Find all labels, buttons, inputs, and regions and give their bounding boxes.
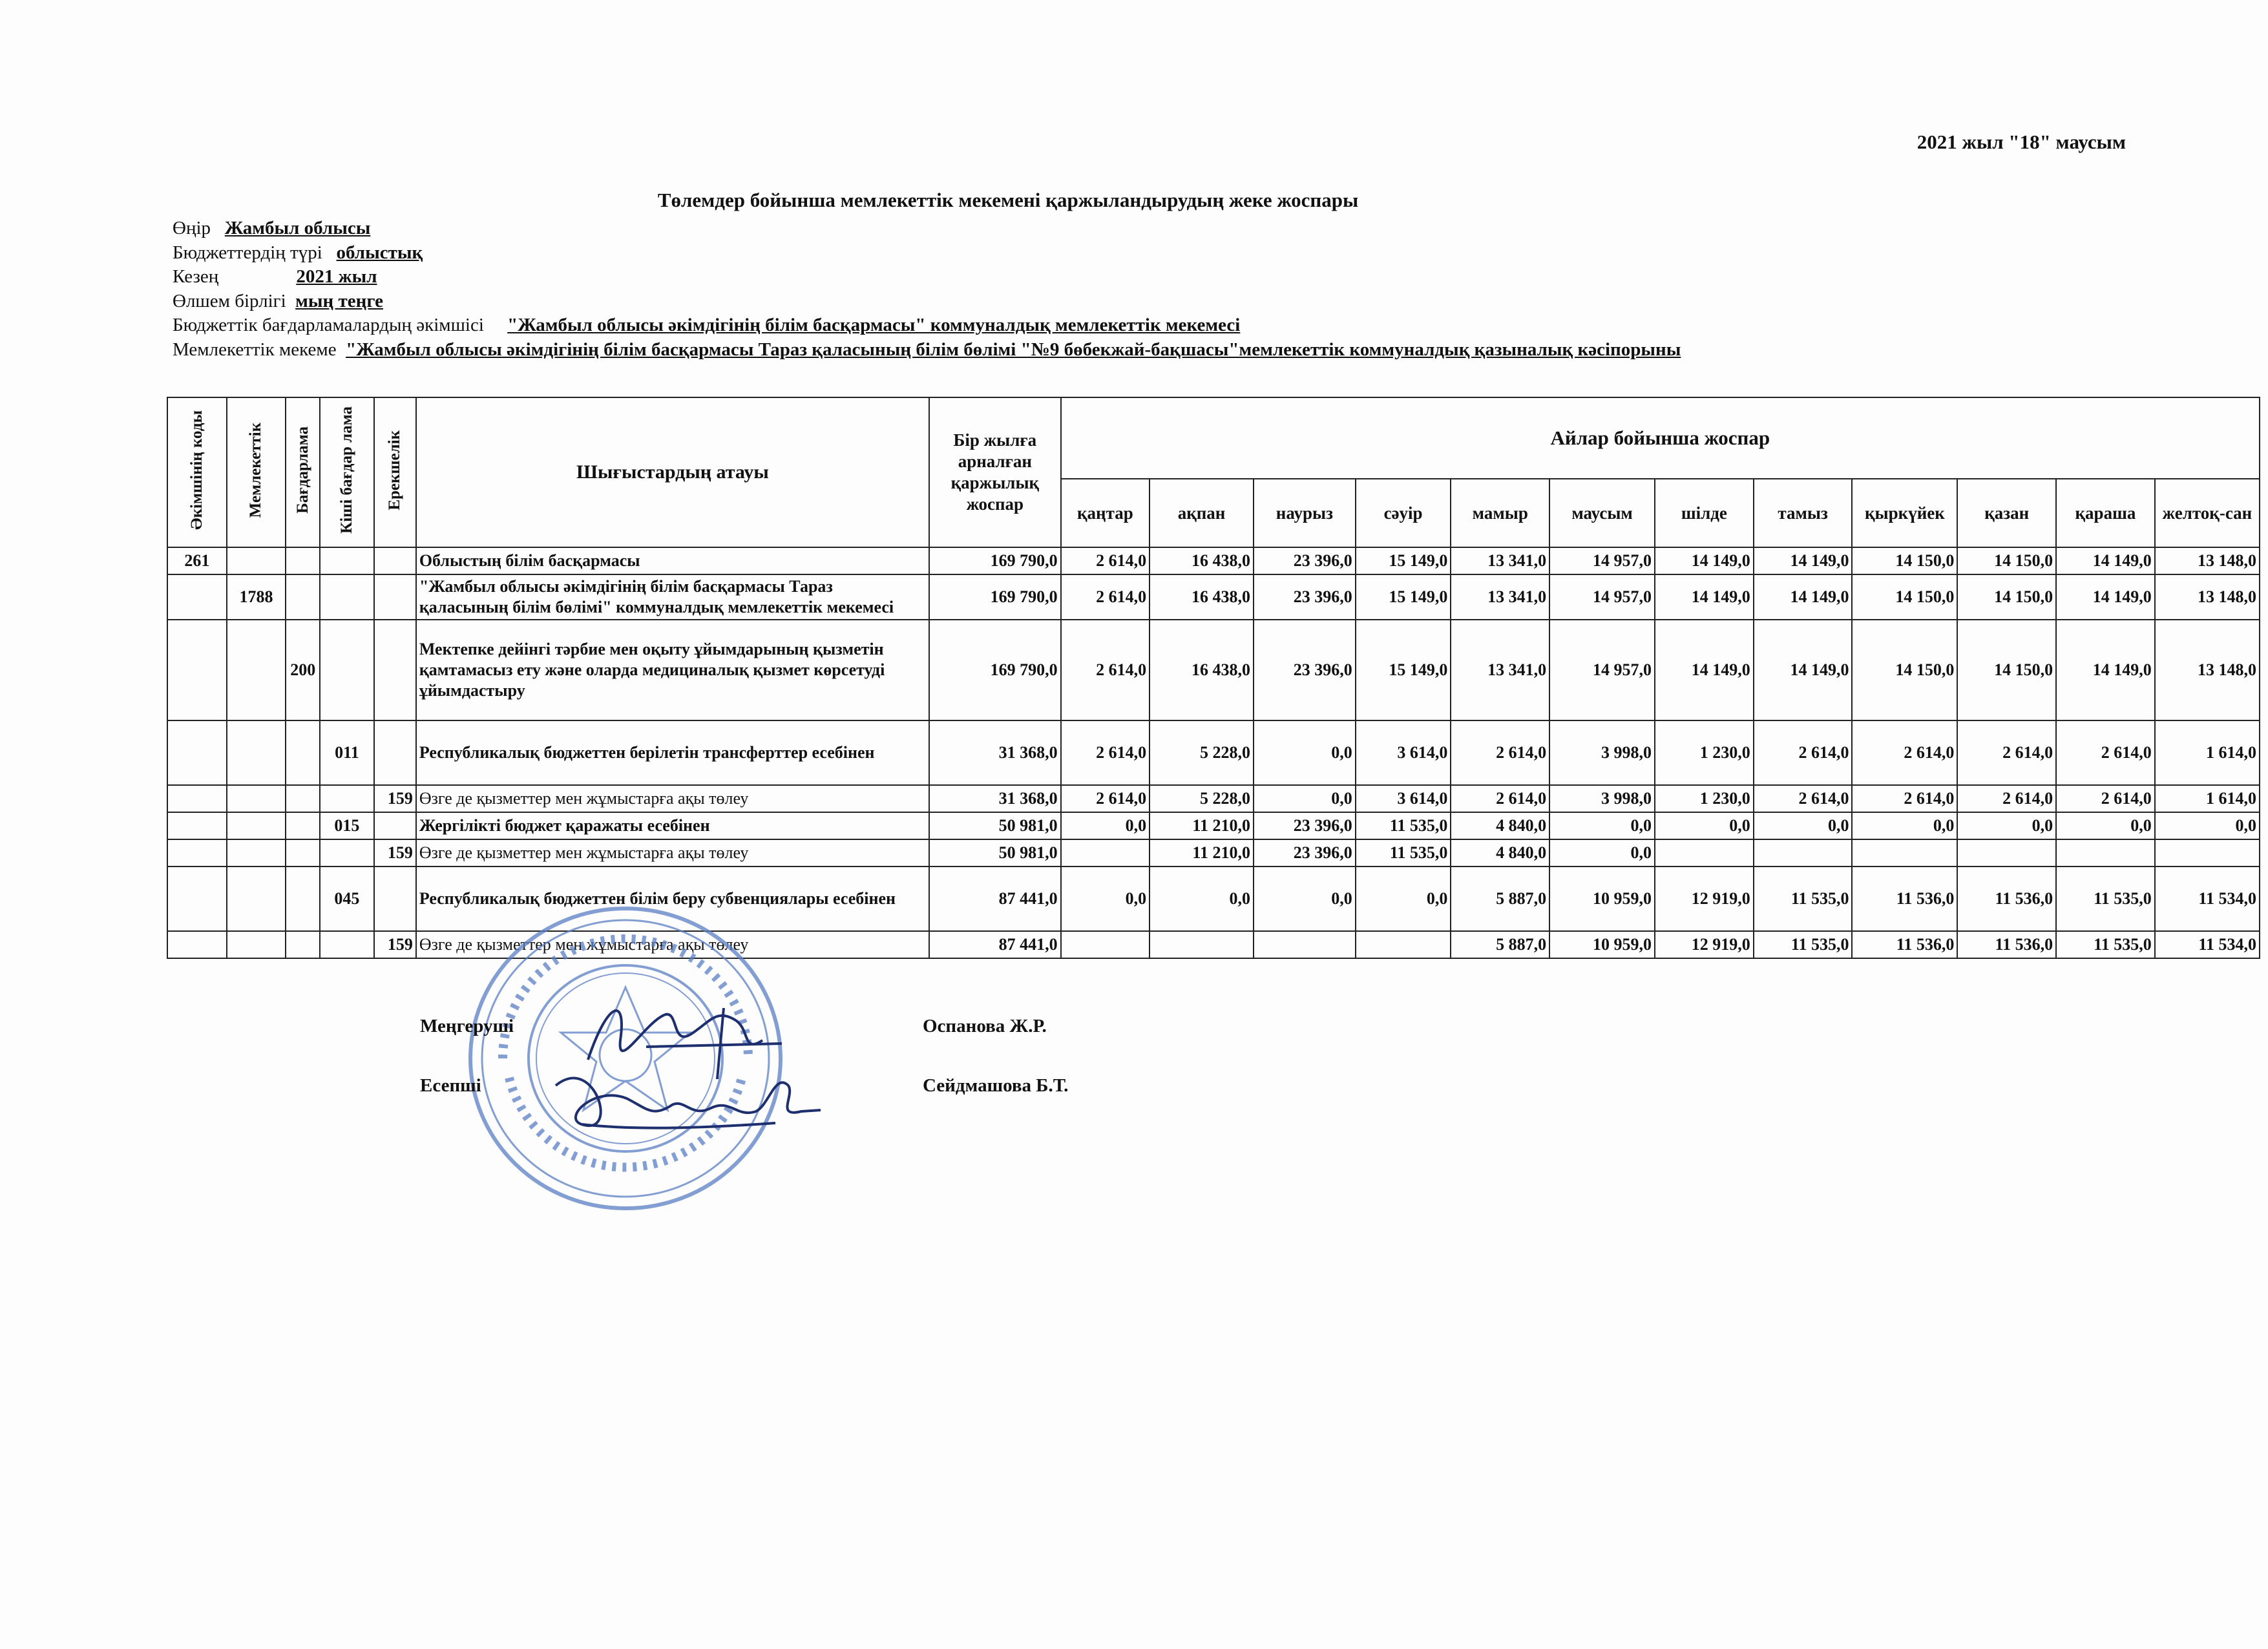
month-value-cell: 0,0 bbox=[1061, 812, 1150, 839]
month-value-cell: 13 148,0 bbox=[2155, 574, 2260, 620]
month-value-cell: 2 614,0 bbox=[1754, 720, 1853, 785]
meta-label: Өңір bbox=[173, 218, 211, 238]
header-month: қыркүйек bbox=[1852, 479, 1957, 547]
month-value-cell: 15 149,0 bbox=[1356, 547, 1451, 574]
program-cell bbox=[286, 720, 320, 785]
subprogram-cell bbox=[320, 547, 373, 574]
month-value-cell: 1 230,0 bbox=[1655, 720, 1754, 785]
month-value-cell: 12 919,0 bbox=[1655, 931, 1754, 958]
month-value-cell: 14 150,0 bbox=[1852, 620, 1957, 720]
expense-name-cell: Облыстың білім басқармасы bbox=[416, 547, 929, 574]
specific-cell bbox=[374, 547, 416, 574]
month-value-cell: 2 614,0 bbox=[1852, 720, 1957, 785]
head-name: Оспанова Ж.Р. bbox=[923, 1016, 1047, 1036]
program-cell: 200 bbox=[286, 620, 320, 720]
institution-cell bbox=[227, 839, 286, 867]
month-value-cell: 1 230,0 bbox=[1655, 785, 1754, 812]
month-value-cell: 11 536,0 bbox=[1957, 931, 2056, 958]
month-value-cell: 13 148,0 bbox=[2155, 547, 2260, 574]
month-value-cell: 0,0 bbox=[2056, 812, 2155, 839]
expense-name-cell: Республикалық бюджеттен білім беру субвенциялары есебінен bbox=[416, 867, 929, 931]
month-value-cell: 12 919,0 bbox=[1655, 867, 1754, 931]
month-value-cell bbox=[1957, 839, 2056, 867]
program-cell bbox=[286, 812, 320, 839]
subprogram-cell bbox=[320, 574, 373, 620]
month-value-cell: 5 228,0 bbox=[1150, 785, 1254, 812]
month-value-cell: 14 150,0 bbox=[1852, 547, 1957, 574]
header-month: шілде bbox=[1655, 479, 1754, 547]
program-cell bbox=[286, 547, 320, 574]
month-value-cell: 13 341,0 bbox=[1451, 547, 1549, 574]
month-value-cell bbox=[1061, 931, 1150, 958]
institution-cell: 1788 bbox=[227, 574, 286, 620]
month-value-cell: 4 840,0 bbox=[1451, 839, 1549, 867]
specific-cell bbox=[374, 812, 416, 839]
admin-code-cell bbox=[167, 931, 227, 958]
subprogram-cell: 045 bbox=[320, 867, 373, 931]
institution-cell bbox=[227, 867, 286, 931]
meta-institution bbox=[173, 338, 2111, 362]
header-month: желтоқ-сан bbox=[2155, 479, 2260, 547]
accountant-name: Сейдмашова Б.Т. bbox=[923, 1075, 1069, 1096]
expense-name-cell: "Жамбыл облысы әкімдігінің білім басқармасы Тараз қаласының білім бөлімі" коммуналдық мемлекеттік мекемесі bbox=[416, 574, 929, 620]
header-month: сәуір bbox=[1356, 479, 1451, 547]
month-value-cell: 0,0 bbox=[1852, 812, 1957, 839]
subprogram-cell: 011 bbox=[320, 720, 373, 785]
specific-cell bbox=[374, 867, 416, 931]
month-value-cell: 3 614,0 bbox=[1356, 720, 1451, 785]
month-value-cell: 3 614,0 bbox=[1356, 785, 1451, 812]
meta-label: Бюджеттік бағдарламалардың әкімшісі bbox=[173, 315, 484, 335]
admin-code-cell bbox=[167, 812, 227, 839]
month-value-cell: 0,0 bbox=[1254, 867, 1356, 931]
admin-code-cell bbox=[167, 867, 227, 931]
header-subprogram: Кіші бағдар лама bbox=[320, 397, 373, 547]
month-value-cell: 13 341,0 bbox=[1451, 620, 1549, 720]
subprogram-cell bbox=[320, 620, 373, 720]
month-value-cell: 11 536,0 bbox=[1957, 867, 2056, 931]
month-value-cell: 10 959,0 bbox=[1549, 867, 1655, 931]
month-value-cell bbox=[1754, 839, 1853, 867]
month-value-cell: 14 957,0 bbox=[1549, 574, 1655, 620]
month-value-cell: 0,0 bbox=[1254, 720, 1356, 785]
program-cell bbox=[286, 839, 320, 867]
meta-budget-type bbox=[173, 241, 2111, 266]
subprogram-cell bbox=[320, 785, 373, 812]
month-value-cell: 2 614,0 bbox=[1061, 785, 1150, 812]
annual-plan-cell: 31 368,0 bbox=[929, 785, 1061, 812]
meta-value: "Жамбыл облысы әкімдігінің білім басқармасы Тараз қаласының білім бөлімі "№9 бөбекжай-бақшасы"мемлекеттік коммуналдық қазыналық кәсіпорыны bbox=[346, 339, 1681, 360]
month-value-cell: 11 535,0 bbox=[1356, 812, 1451, 839]
program-cell bbox=[286, 574, 320, 620]
month-value-cell: 11 535,0 bbox=[1356, 839, 1451, 867]
month-value-cell: 1 614,0 bbox=[2155, 785, 2260, 812]
header-month: қаңтар bbox=[1061, 479, 1150, 547]
document-date: 2021 жыл "18" маусым bbox=[1916, 131, 2126, 153]
table-row bbox=[167, 620, 2260, 720]
accountant-label: Есепші bbox=[420, 1075, 481, 1096]
month-value-cell: 5 887,0 bbox=[1451, 931, 1549, 958]
month-value-cell: 23 396,0 bbox=[1254, 812, 1356, 839]
month-value-cell bbox=[2056, 839, 2155, 867]
table-row bbox=[167, 547, 2260, 574]
expense-name-cell: Республикалық бюджеттен берілетін трансферттер есебінен bbox=[416, 720, 929, 785]
month-value-cell bbox=[1254, 931, 1356, 958]
month-value-cell: 2 614,0 bbox=[2056, 785, 2155, 812]
subprogram-cell bbox=[320, 931, 373, 958]
institution-cell bbox=[227, 547, 286, 574]
subprogram-cell: 015 bbox=[320, 812, 373, 839]
table-row bbox=[167, 785, 2260, 812]
header-monthly-plan: Айлар бойынша жоспар bbox=[1061, 397, 2260, 479]
meta-value: мың теңге bbox=[295, 290, 383, 311]
month-value-cell: 14 150,0 bbox=[1957, 620, 2056, 720]
month-value-cell: 0,0 bbox=[1061, 867, 1150, 931]
header-institution: Мемлекеттік bbox=[227, 397, 286, 547]
expense-name-cell: Өзге де қызметтер мен жұмыстарға ақы төлеу bbox=[416, 785, 929, 812]
month-value-cell: 16 438,0 bbox=[1150, 574, 1254, 620]
month-value-cell: 2 614,0 bbox=[1957, 785, 2056, 812]
table-row bbox=[167, 720, 2260, 785]
month-value-cell: 14 150,0 bbox=[1852, 574, 1957, 620]
month-value-cell: 14 150,0 bbox=[1957, 574, 2056, 620]
month-value-cell: 2 614,0 bbox=[2056, 720, 2155, 785]
month-value-cell: 23 396,0 bbox=[1254, 574, 1356, 620]
annual-plan-cell: 87 441,0 bbox=[929, 867, 1061, 931]
month-value-cell: 0,0 bbox=[1957, 812, 2056, 839]
meta-label: Мемлекеттік мекеме bbox=[173, 339, 337, 360]
month-value-cell: 0,0 bbox=[1754, 812, 1853, 839]
annual-plan-cell: 169 790,0 bbox=[929, 574, 1061, 620]
annual-plan-cell: 169 790,0 bbox=[929, 547, 1061, 574]
header-month: наурыз bbox=[1254, 479, 1356, 547]
institution-cell bbox=[227, 812, 286, 839]
annual-plan-cell: 169 790,0 bbox=[929, 620, 1061, 720]
meta-unit bbox=[173, 289, 2111, 314]
month-value-cell: 13 341,0 bbox=[1451, 574, 1549, 620]
specific-cell: 159 bbox=[374, 785, 416, 812]
meta-value: Жамбыл облысы bbox=[224, 218, 371, 238]
program-cell bbox=[286, 785, 320, 812]
month-value-cell: 14 150,0 bbox=[1957, 547, 2056, 574]
month-value-cell: 0,0 bbox=[1655, 812, 1754, 839]
header-month: қазан bbox=[1957, 479, 2056, 547]
month-value-cell: 2 614,0 bbox=[1061, 720, 1150, 785]
month-value-cell: 11 536,0 bbox=[1852, 931, 1957, 958]
month-value-cell: 1 614,0 bbox=[2155, 720, 2260, 785]
month-value-cell: 0,0 bbox=[1150, 867, 1254, 931]
admin-code-cell bbox=[167, 785, 227, 812]
month-value-cell: 11 535,0 bbox=[2056, 867, 2155, 931]
expense-name-cell: Жергілікті бюджет қаражаты есебінен bbox=[416, 812, 929, 839]
meta-label: Өлшем бірлігі bbox=[173, 290, 286, 311]
admin-code-cell bbox=[167, 574, 227, 620]
expense-name-cell: Өзге де қызметтер мен жұмыстарға ақы төлеу bbox=[416, 931, 929, 958]
subprogram-cell bbox=[320, 839, 373, 867]
header-expense-name: Шығыстардың атауы bbox=[416, 397, 929, 547]
month-value-cell: 14 149,0 bbox=[1655, 547, 1754, 574]
month-value-cell: 14 149,0 bbox=[2056, 547, 2155, 574]
specific-cell: 159 bbox=[374, 931, 416, 958]
month-value-cell bbox=[1852, 839, 1957, 867]
header-annual-plan: Бір жылға арналған қаржылық жоспар bbox=[929, 397, 1061, 547]
admin-code-cell bbox=[167, 720, 227, 785]
month-value-cell: 14 957,0 bbox=[1549, 547, 1655, 574]
month-value-cell: 14 149,0 bbox=[1754, 547, 1853, 574]
header-specific: Ерекшелік bbox=[374, 397, 416, 547]
month-value-cell: 4 840,0 bbox=[1451, 812, 1549, 839]
month-value-cell bbox=[2155, 839, 2260, 867]
specific-cell bbox=[374, 720, 416, 785]
header-month: тамыз bbox=[1754, 479, 1853, 547]
month-value-cell: 13 148,0 bbox=[2155, 620, 2260, 720]
institution-cell bbox=[227, 620, 286, 720]
document-meta bbox=[173, 216, 2111, 362]
document-title: Төлемдер бойынша мемлекеттік мекемені қаржыландырудың жеке жоспары bbox=[657, 189, 1359, 211]
month-value-cell: 23 396,0 bbox=[1254, 620, 1356, 720]
month-value-cell: 14 149,0 bbox=[1655, 620, 1754, 720]
header-month: мамыр bbox=[1451, 479, 1549, 547]
annual-plan-cell: 50 981,0 bbox=[929, 812, 1061, 839]
month-value-cell: 0,0 bbox=[1549, 812, 1655, 839]
month-value-cell bbox=[1356, 931, 1451, 958]
month-value-cell bbox=[1150, 931, 1254, 958]
month-value-cell: 16 438,0 bbox=[1150, 620, 1254, 720]
meta-region bbox=[173, 216, 2111, 241]
meta-value: "Жамбыл облысы әкімдігінің білім басқармасы" коммуналдық мемлекеттік мекемесі bbox=[507, 315, 1241, 335]
meta-value: облыстық bbox=[336, 242, 423, 263]
month-value-cell: 11 534,0 bbox=[2155, 931, 2260, 958]
month-value-cell: 2 614,0 bbox=[1061, 574, 1150, 620]
meta-label: Бюджеттердің түрі bbox=[173, 242, 322, 263]
institution-cell bbox=[227, 785, 286, 812]
month-value-cell: 3 998,0 bbox=[1549, 785, 1655, 812]
meta-period bbox=[173, 265, 2111, 289]
table-row bbox=[167, 574, 2260, 620]
specific-cell bbox=[374, 574, 416, 620]
expense-name-cell: Мектепке дейінгі тәрбие мен оқыту ұйымдарының қызметін қамтамасыз ету және оларда медициналық қызмет көрсетуді ұйымдастыру bbox=[416, 620, 929, 720]
admin-code-cell bbox=[167, 620, 227, 720]
month-value-cell: 14 957,0 bbox=[1549, 620, 1655, 720]
month-value-cell: 11 210,0 bbox=[1150, 812, 1254, 839]
institution-cell bbox=[227, 931, 286, 958]
financing-plan-table bbox=[167, 397, 2260, 959]
admin-code-cell: 261 bbox=[167, 547, 227, 574]
month-value-cell: 23 396,0 bbox=[1254, 839, 1356, 867]
expense-name-cell: Өзге де қызметтер мен жұмыстарға ақы төлеу bbox=[416, 839, 929, 867]
specific-cell: 159 bbox=[374, 839, 416, 867]
month-value-cell: 0,0 bbox=[1254, 785, 1356, 812]
table-row bbox=[167, 839, 2260, 867]
month-value-cell: 2 614,0 bbox=[1957, 720, 2056, 785]
month-value-cell: 2 614,0 bbox=[1061, 620, 1150, 720]
admin-code-cell bbox=[167, 839, 227, 867]
month-value-cell: 2 614,0 bbox=[1061, 547, 1150, 574]
month-value-cell: 14 149,0 bbox=[1655, 574, 1754, 620]
month-value-cell: 14 149,0 bbox=[1754, 620, 1853, 720]
specific-cell bbox=[374, 620, 416, 720]
meta-value: 2021 жыл bbox=[296, 266, 377, 287]
program-cell bbox=[286, 867, 320, 931]
header-month: ақпан bbox=[1150, 479, 1254, 547]
month-value-cell: 11 535,0 bbox=[2056, 931, 2155, 958]
annual-plan-cell: 87 441,0 bbox=[929, 931, 1061, 958]
month-value-cell: 0,0 bbox=[1356, 867, 1451, 931]
month-value-cell: 15 149,0 bbox=[1356, 620, 1451, 720]
month-value-cell: 0,0 bbox=[1549, 839, 1655, 867]
header-program: Бағдарлама bbox=[286, 397, 320, 547]
month-value-cell: 3 998,0 bbox=[1549, 720, 1655, 785]
month-value-cell: 5 887,0 bbox=[1451, 867, 1549, 931]
month-value-cell: 2 614,0 bbox=[1451, 785, 1549, 812]
month-value-cell: 2 614,0 bbox=[1451, 720, 1549, 785]
month-value-cell: 5 228,0 bbox=[1150, 720, 1254, 785]
meta-administrator bbox=[173, 313, 2111, 338]
month-value-cell: 2 614,0 bbox=[1754, 785, 1853, 812]
month-value-cell: 0,0 bbox=[2155, 812, 2260, 839]
month-value-cell: 11 535,0 bbox=[1754, 931, 1853, 958]
header-month: маусым bbox=[1549, 479, 1655, 547]
meta-label: Кезең bbox=[173, 266, 219, 287]
header-month: қараша bbox=[2056, 479, 2155, 547]
annual-plan-cell: 31 368,0 bbox=[929, 720, 1061, 785]
month-value-cell bbox=[1061, 839, 1150, 867]
month-value-cell: 14 149,0 bbox=[2056, 620, 2155, 720]
table-row bbox=[167, 812, 2260, 839]
month-value-cell: 23 396,0 bbox=[1254, 547, 1356, 574]
month-value-cell bbox=[1655, 839, 1754, 867]
head-label: Меңгеруші bbox=[420, 1016, 514, 1036]
month-value-cell: 2 614,0 bbox=[1852, 785, 1957, 812]
month-value-cell: 11 536,0 bbox=[1852, 867, 1957, 931]
month-value-cell: 15 149,0 bbox=[1356, 574, 1451, 620]
month-value-cell: 11 534,0 bbox=[2155, 867, 2260, 931]
program-cell bbox=[286, 931, 320, 958]
month-value-cell: 11 210,0 bbox=[1150, 839, 1254, 867]
month-value-cell: 10 959,0 bbox=[1549, 931, 1655, 958]
header-admin-code: Әкімшінің коды bbox=[167, 397, 227, 547]
month-value-cell: 14 149,0 bbox=[1754, 574, 1853, 620]
month-value-cell: 11 535,0 bbox=[1754, 867, 1853, 931]
month-value-cell: 14 149,0 bbox=[2056, 574, 2155, 620]
institution-cell bbox=[227, 720, 286, 785]
month-value-cell: 16 438,0 bbox=[1150, 547, 1254, 574]
annual-plan-cell: 50 981,0 bbox=[929, 839, 1061, 867]
accountant-signature-icon bbox=[543, 1047, 827, 1144]
